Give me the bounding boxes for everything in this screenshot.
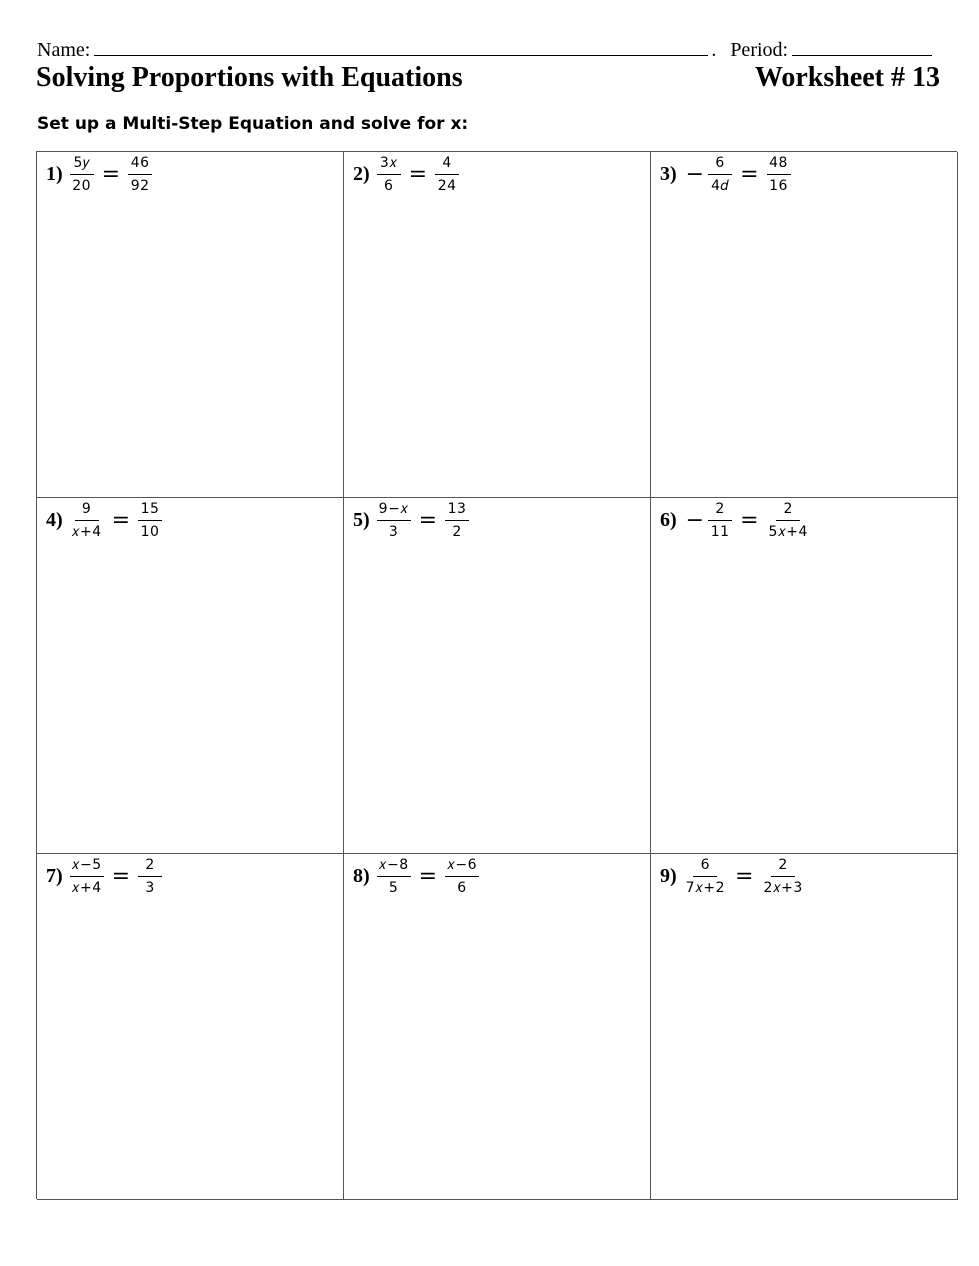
right-fraction <box>445 856 479 897</box>
left-numerator: 9−𝑥 <box>377 500 411 521</box>
left-denominator: 5 <box>388 880 399 896</box>
problem-number: 9) <box>660 865 677 887</box>
right-fraction <box>128 154 152 195</box>
left-denominator: 20 <box>72 178 92 194</box>
left-numerator: 𝑥−8 <box>377 856 411 877</box>
left-numerator: 𝑥−5 <box>70 856 104 877</box>
equals-sign: = <box>735 864 754 889</box>
problem-equation <box>353 856 479 897</box>
right-denominator: 5𝑥+4 <box>768 524 808 540</box>
left-numerator: 5𝑦 <box>70 154 94 175</box>
period-label: Period: <box>730 39 789 61</box>
name-blank[interactable] <box>94 37 708 56</box>
problem-equation <box>660 500 810 541</box>
right-numerator: 48 <box>767 154 791 175</box>
problem-cell-6[interactable] <box>651 498 958 854</box>
left-numerator: 9 <box>75 500 99 521</box>
right-numerator: 46 <box>128 154 152 175</box>
problem-cell-5[interactable] <box>344 498 651 854</box>
right-denominator: 16 <box>769 178 788 194</box>
right-fraction <box>138 856 162 897</box>
left-fraction <box>70 154 94 195</box>
problem-cell-9[interactable] <box>651 854 958 1200</box>
problem-number: 6) <box>660 509 677 531</box>
left-denominator: 𝑥+4 <box>71 524 102 540</box>
problem-equation <box>660 154 791 195</box>
left-fraction <box>377 856 411 897</box>
left-fraction <box>377 500 411 541</box>
problem-cell-4[interactable] <box>37 498 344 854</box>
problem-equation <box>46 154 152 195</box>
left-numerator: 2 <box>708 500 732 521</box>
right-denominator: 2𝑥+3 <box>763 880 803 896</box>
equals-sign: = <box>740 162 759 187</box>
left-denominator: 11 <box>710 524 730 540</box>
problem-cell-3[interactable] <box>651 152 958 498</box>
right-numerator: 13 <box>445 500 469 521</box>
problem-equation <box>353 500 469 541</box>
left-denominator: 3 <box>388 524 399 540</box>
negative-sign: − <box>685 162 705 187</box>
right-numerator: 2 <box>771 856 795 877</box>
right-numerator: 2 <box>138 856 162 877</box>
equals-sign: = <box>101 162 121 187</box>
page-title: Solving Proportions with Equations <box>36 62 463 93</box>
left-denominator: 4𝑑 <box>711 178 730 194</box>
problem-equation <box>660 856 805 897</box>
problem-grid <box>36 151 957 1199</box>
equals-sign: = <box>408 162 428 187</box>
right-fraction <box>767 154 791 195</box>
right-numerator: 4 <box>435 154 459 175</box>
problem-cell-8[interactable] <box>344 854 651 1200</box>
left-numerator: 3𝑥 <box>377 154 401 175</box>
right-fraction <box>767 500 810 541</box>
right-numerator: 15 <box>138 500 162 521</box>
right-denominator: 3 <box>145 880 155 896</box>
left-fraction <box>684 856 727 897</box>
name-period-line <box>37 37 932 62</box>
left-numerator: 6 <box>693 856 717 877</box>
problem-number: 1) <box>46 163 63 185</box>
left-fraction <box>70 500 104 541</box>
left-denominator: 6 <box>383 178 394 194</box>
left-denominator: 7𝑥+2 <box>685 880 726 896</box>
problem-number: 5) <box>353 509 370 531</box>
left-denominator: 𝑥+4 <box>71 880 102 896</box>
right-denominator: 2 <box>452 524 462 540</box>
right-fraction <box>761 856 804 897</box>
left-fraction <box>377 154 401 195</box>
equals-sign: = <box>111 508 131 533</box>
problem-number: 8) <box>353 865 370 887</box>
right-numerator: 𝑥−6 <box>445 856 479 877</box>
equals-sign: = <box>111 864 131 889</box>
negative-sign: − <box>685 508 705 533</box>
right-denominator: 10 <box>140 524 160 540</box>
right-numerator: 2 <box>776 500 800 521</box>
right-denominator: 92 <box>130 178 150 194</box>
problem-equation <box>353 154 459 195</box>
problem-number: 2) <box>353 163 370 185</box>
name-label: Name: <box>37 39 91 61</box>
problem-cell-1[interactable] <box>37 152 344 498</box>
right-denominator: 24 <box>437 178 457 194</box>
equals-sign: = <box>418 864 438 889</box>
equals-sign: = <box>740 508 759 533</box>
instructions: Set up a Multi-Step Equation and solve for x: <box>37 114 469 134</box>
problem-cell-7[interactable] <box>37 854 344 1200</box>
problem-number: 7) <box>46 865 63 887</box>
problem-number: 3) <box>660 163 677 185</box>
problem-cell-2[interactable] <box>344 152 651 498</box>
worksheet-number: Worksheet # 13 <box>754 62 940 93</box>
problem-equation <box>46 500 162 541</box>
right-fraction <box>138 500 162 541</box>
equals-sign: = <box>418 508 438 533</box>
left-numerator: 6 <box>708 154 732 175</box>
right-denominator: 6 <box>457 880 467 896</box>
right-fraction <box>445 500 469 541</box>
left-fraction <box>708 154 732 195</box>
period-blank[interactable] <box>792 37 932 56</box>
right-fraction <box>435 154 459 195</box>
left-fraction <box>708 500 732 541</box>
left-fraction <box>70 856 104 897</box>
separator-dot: . <box>711 39 717 61</box>
problem-number: 4) <box>46 509 63 531</box>
problem-equation <box>46 856 162 897</box>
